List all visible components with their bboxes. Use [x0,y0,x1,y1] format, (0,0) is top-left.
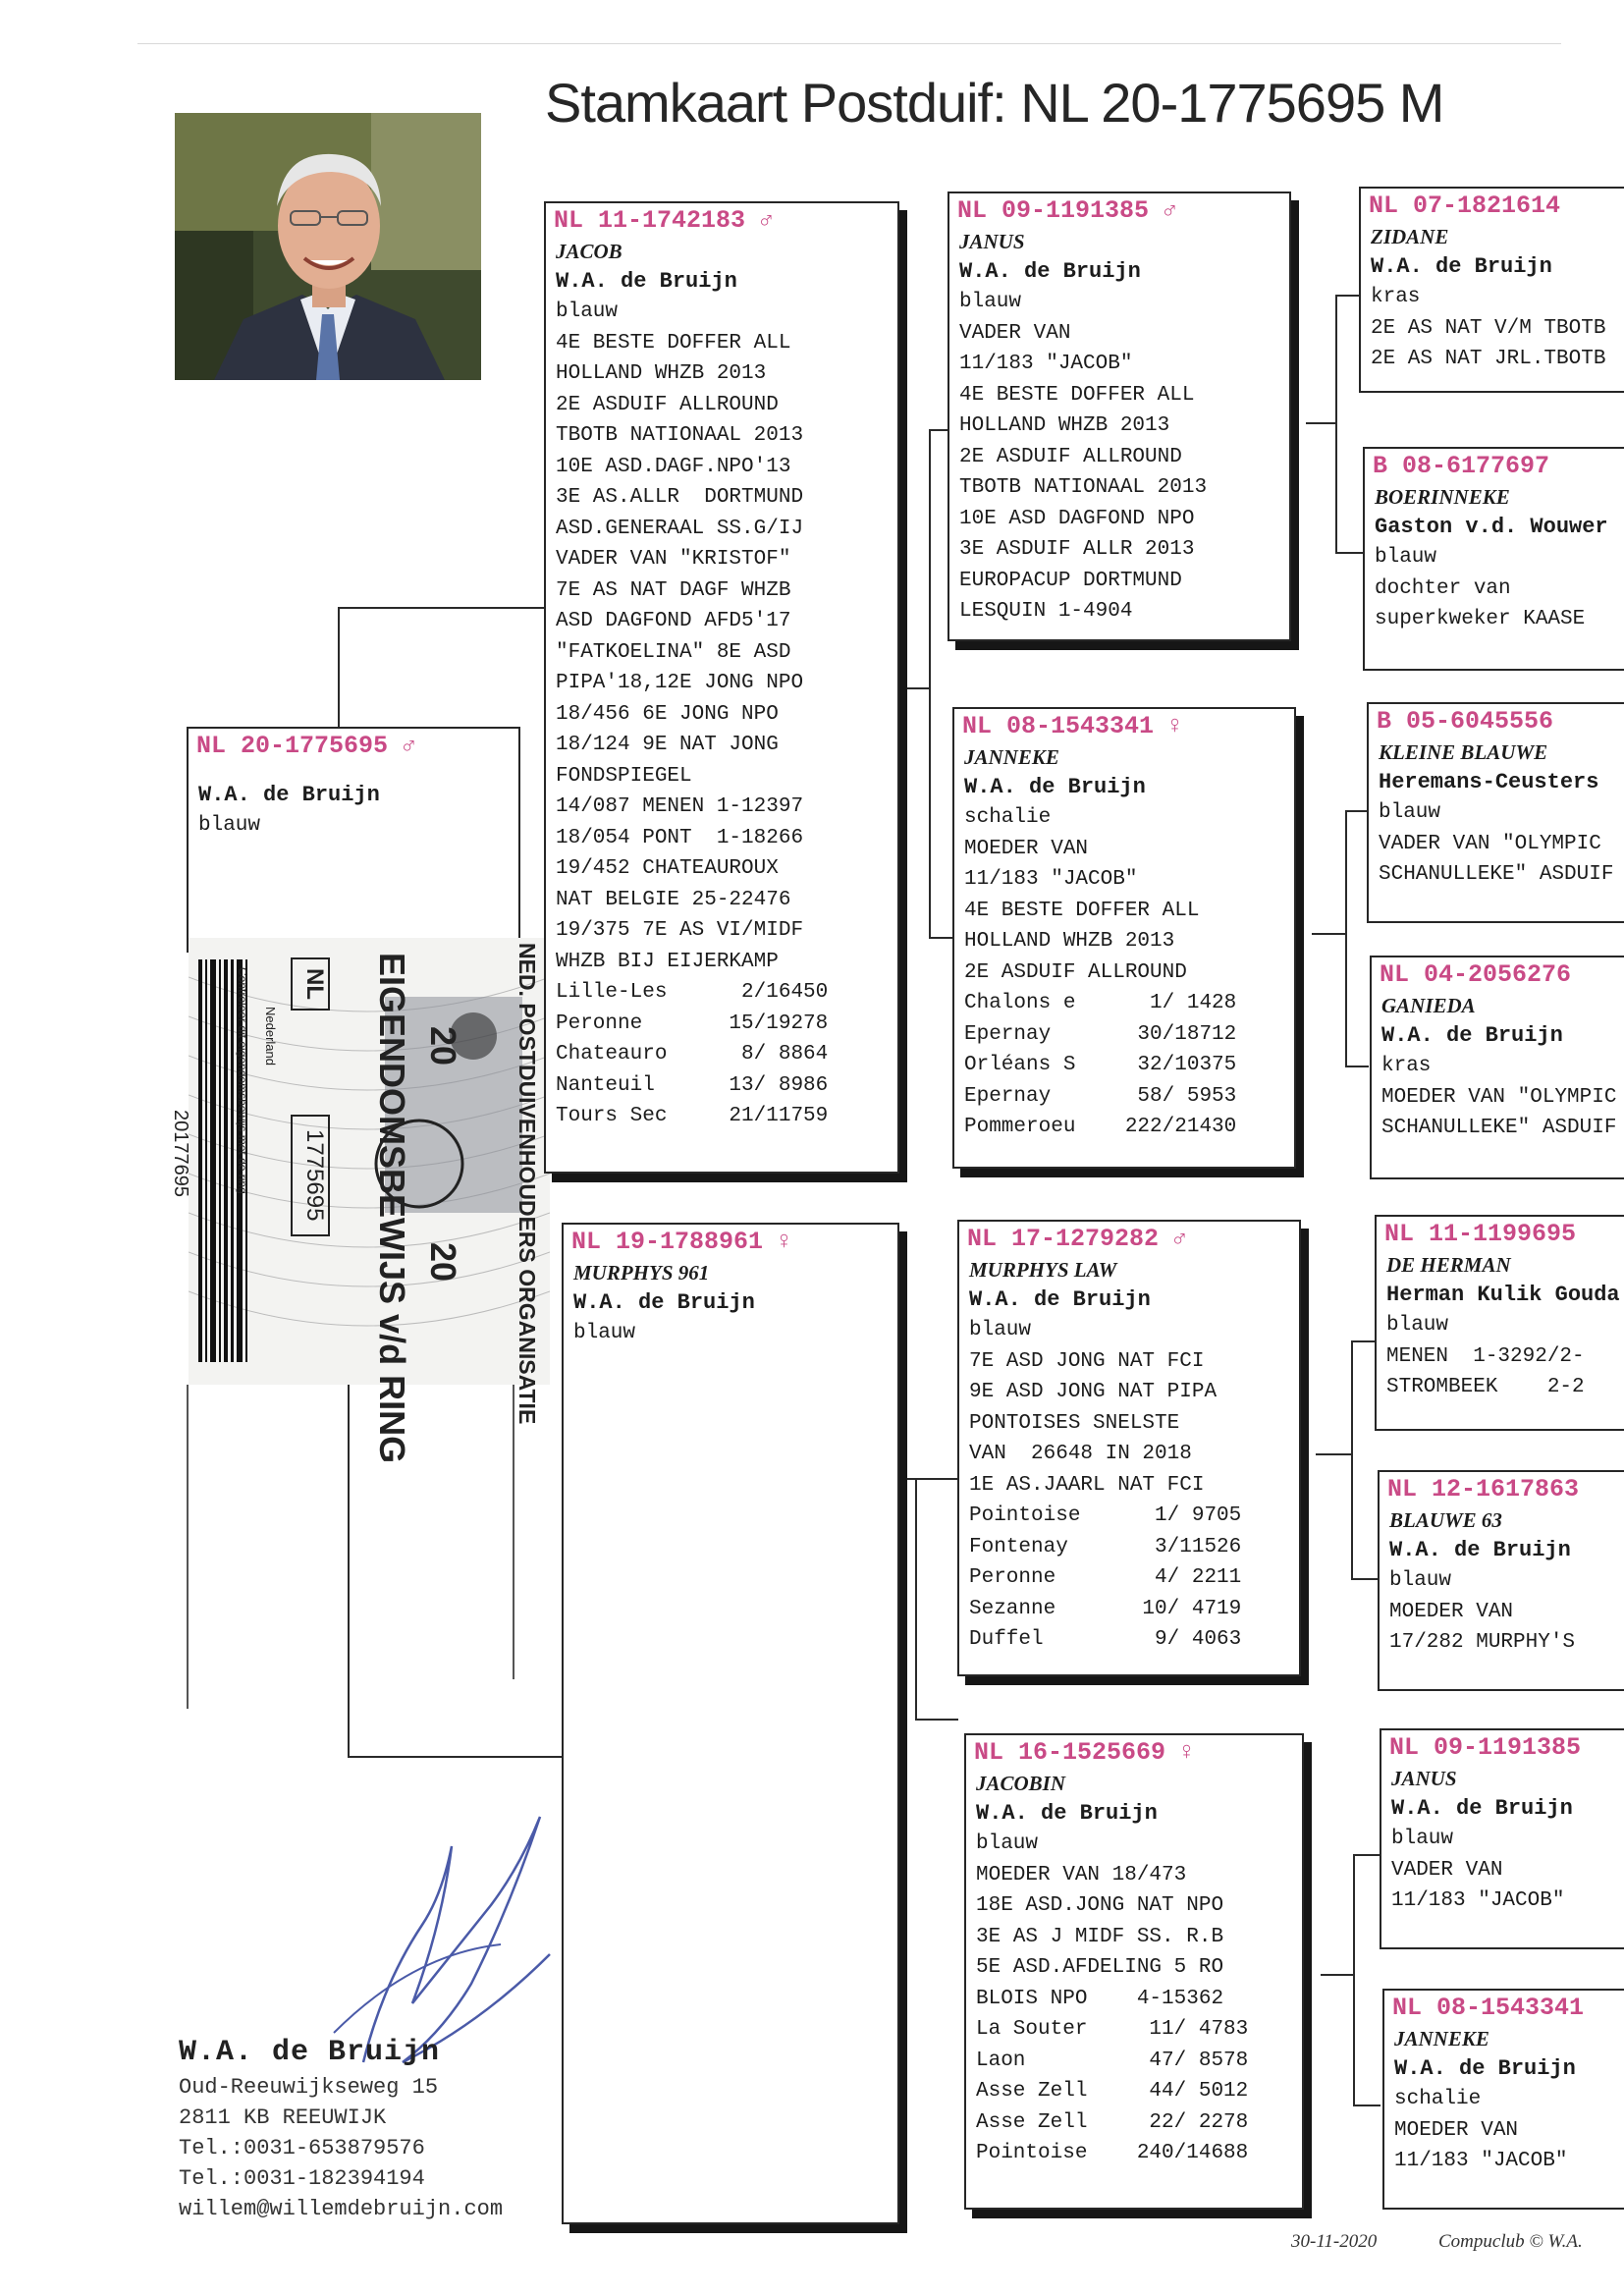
detail-line: NAT BELGIE 25-22476 [556,888,791,911]
pigeon-details [1372,1051,1624,1144]
detail-line: blauw [976,1832,1039,1855]
detail-line: VAN 26648 IN 2018 [969,1443,1192,1465]
pigeon-name: MURPHYS 961 [573,1261,710,1285]
ring-number: NL 08-1543341 [1392,1994,1585,2022]
pedigree-card-gen3-2 [1363,447,1624,671]
female-icon: ♀ [1167,712,1183,740]
male-icon: ♂ [402,732,417,760]
connector [915,1478,917,1719]
detail-line: La Souter 11/ 4783 [976,2018,1249,2041]
connector [1353,2105,1380,2106]
ring-card-barcode-number: 20177695 [170,1110,191,1197]
pigeon-details [1384,2084,1624,2177]
pedigree-card-gen3-3 [1367,702,1624,923]
female-icon: ♀ [777,1228,792,1256]
detail-line: Orléans S 32/10375 [964,1054,1237,1076]
detail-line: STROMBEEK 2-2 [1386,1376,1585,1398]
detail-line: 17/282 MURPHY'S [1389,1631,1576,1654]
connector [915,1719,958,1721]
female-icon: ♀ [1179,1738,1195,1767]
connector [1345,1066,1369,1067]
detail-line: MOEDER VAN [1394,2118,1519,2142]
male-icon: ♂ [1172,1225,1188,1253]
detail-line: kras [1381,1055,1432,1077]
pigeon-name: JANNEKE [964,745,1059,769]
ring-card-check-text: Controleer dit eigendomsbewijs met de ring [236,967,249,1194]
detail-line: blauw [1375,546,1437,569]
detail-line: VADER VAN [959,321,1071,345]
detail-line: 4E BESTE DOFFER ALL [556,331,791,355]
detail-line: blauw [556,301,619,323]
detail-line: Asse Zell 22/ 2278 [976,2110,1249,2134]
connector [348,1385,350,1758]
pedigree-card-mother [562,1223,899,2224]
detail-line: Pointoise 1/ 9705 [969,1504,1242,1527]
pigeon-details [1365,542,1624,635]
detail-line: 19/452 CHATEAUROUX [556,857,779,880]
pigeon-name: JANUS [1391,1767,1457,1790]
ring-card-number: 1775695 [291,1115,330,1236]
connector [1351,1578,1379,1580]
connector [929,429,931,937]
detail-line: Fontenay 3/11526 [969,1535,1242,1558]
detail-line: Tours Sec 21/11759 [556,1105,829,1127]
detail-line: ASD DAGFOND AFD5'17 [556,610,791,632]
male-icon: ♂ [759,206,775,235]
detail-line: HOLLAND WHZB 2013 [964,930,1175,953]
ring-card-year-right: 20 [423,1242,463,1283]
owner-name: W.A. de Bruijn [1381,1023,1563,1048]
detail-line: HOLLAND WHZB 2013 [556,362,767,385]
ring-card-title: EIGENDOMSBEWIJS v/d RING [372,953,412,1464]
owner-name: W.A. de Bruijn [1371,254,1552,279]
detail-line: 5E ASD.AFDELING 5 RO [976,1956,1224,1979]
page-title: Stamkaart Postduif: NL 20-1775695 M [545,72,1444,134]
connector [899,1478,958,1480]
top-rule [137,43,1561,44]
owner-email[interactable]: willem@willemdebruijn.com [179,2197,504,2221]
male-icon: ♂ [1163,196,1178,225]
ring-number: NL 04-2056276 [1380,960,1572,989]
detail-line: superkweker KAASE [1375,608,1586,630]
pedigree-card-grandmother-maternal [964,1733,1304,2210]
detail-line: 10E ASD DAGFOND NPO [959,507,1195,530]
pigeon-name: GANIEDA [1381,994,1476,1017]
pedigree-card-gen3-8 [1382,1989,1624,2210]
detail-line: blauw [1391,1828,1454,1850]
owner-name: W.A. de Bruijn [556,269,737,294]
connector [1316,1453,1353,1455]
detail-line: 18E ASD.JONG NAT NPO [976,1894,1224,1917]
pigeon-details [954,802,1294,1143]
detail-line: WHZB BIJ EIJERKAMP [556,950,779,973]
ring-number: B 05-6045556 [1377,707,1554,736]
pigeon-name: BLAUWE 63 [1389,1508,1502,1532]
detail-line: 1E AS.JAARL NAT FCI [969,1473,1205,1497]
pedigree-card-grandfather-maternal [957,1220,1301,1676]
subject-card [187,727,520,953]
detail-line: MOEDER VAN [964,837,1089,860]
pedigree-card-gen3-6 [1378,1470,1624,1691]
pigeon-name: MURPHYS LAW [969,1258,1117,1282]
detail-line: Duffel 9/ 4063 [969,1628,1242,1651]
detail-line: SCHANULLEKE" ASDUIF [1379,863,1614,886]
detail-line: Epernay 58/ 5953 [964,1084,1237,1108]
detail-line: MOEDER VAN "OLYMPIC [1381,1085,1617,1109]
detail-line: VADER VAN [1391,1858,1503,1882]
pigeon-name: DE HERMAN [1386,1253,1511,1277]
connector [1306,422,1337,424]
detail-line: Peronne 4/ 2211 [969,1566,1242,1589]
detail-line: 11/183 "JACOB" [959,353,1133,375]
detail-line: 11/183 "JACOB" [1391,1889,1565,1912]
detail-line: blauw [573,1322,636,1344]
owner-name: W.A. de Bruijn [964,775,1146,799]
pedigree-card-gen3-5 [1375,1215,1624,1431]
detail-line: blauw [1386,1314,1449,1337]
owner-name: W.A. de Bruijn [976,1801,1158,1826]
owner-name: W.A. de Bruijn [1389,1538,1571,1562]
detail-line: Nanteuil 13/ 8986 [556,1073,829,1097]
detail-line: 18/054 PONT 1-18266 [556,826,804,849]
detail-line: "FATKOELINA" 8E ASD [556,640,791,664]
detail-line: 2E AS NAT JRL.TBOTB [1371,348,1606,370]
detail-line: MENEN 1-3292/2- [1386,1344,1585,1368]
detail-line: 18/124 9E NAT JONG [556,734,779,756]
detail-line: BLOIS NPO 4-15362 [976,1987,1224,2010]
pigeon-details [1369,797,1624,891]
owner-name: Gaston v.d. Wouwer [1375,515,1608,539]
detail-line: 4E BESTE DOFFER ALL [964,899,1200,922]
detail-line: 18/456 6E JONG NPO [556,702,779,726]
ring-card-year-left: 20 [423,1026,463,1066]
owner-name: W.A. de Bruijn [1391,1796,1573,1821]
pedigree-card-grandmother-paternal [952,707,1296,1169]
detail-line: 4E BESTE DOFFER ALL [959,383,1195,407]
pigeon-details [546,297,897,1132]
pigeon-name: JACOBIN [976,1772,1066,1795]
detail-line: 3E AS J MIDF SS. R.B [976,1925,1224,1948]
detail-line: Peronne 15/19278 [556,1011,829,1035]
detail-line: 2E ASDUIF ALLROUND [964,960,1187,984]
owner-phone-1: Tel.:0031-653879576 [179,2136,425,2160]
pedigree-card-gen3-4 [1370,956,1624,1179]
detail-line: 7E AS NAT DAGF WHZB [556,578,791,602]
detail-line: 2E AS NAT V/M TBOTB [1371,316,1606,340]
owner-city: 2811 KB REEUWIJK [179,2105,387,2130]
pigeon-name: BOERINNEKE [1375,485,1510,509]
print-date: 30-11-2020 [1291,2231,1378,2252]
detail-line: PONTOISES SNELSTE [969,1411,1180,1435]
connector [1353,1854,1355,2105]
connector [1353,1854,1380,1856]
owner-street: Oud-Reeuwijkseweg 15 [179,2075,439,2100]
detail-line: 7E ASD JONG NAT FCI [969,1349,1205,1373]
pedigree-card-grandfather-paternal [947,191,1291,641]
ring-number: NL 09-1191385 ♂ [957,196,1178,225]
detail-line: blauw [959,291,1022,313]
detail-line: FONDSPIEGEL [556,764,692,788]
ring-card-org: NED. POSTDUIVENHOUDERS ORGANISATIE [514,943,540,1425]
detail-line: HOLLAND WHZB 2013 [959,414,1170,437]
owner-name: W.A. de Bruijn [573,1290,755,1315]
detail-line: 10E ASD.DAGF.NPO'13 [556,455,791,478]
detail-line: kras [1371,286,1421,308]
ring-number: NL 20-1775695 ♂ [196,732,417,760]
owner-name: W.A. de Bruijn [969,1287,1151,1312]
pigeon-details [1377,1310,1624,1403]
detail-line: schalie [1394,2088,1482,2110]
detail-line: ASD.GENERAAL SS.G/IJ [556,517,804,540]
pigeon-details [564,1318,897,1349]
detail-line: VADER VAN "OLYMPIC [1379,832,1601,855]
connector [1345,810,1347,1066]
ring-number: NL 19-1788961 ♀ [571,1228,792,1256]
detail-line: TBOTB NATIONAAL 2013 [959,476,1208,499]
pedigree-card-gen3-1 [1359,187,1624,393]
owner-phone-2: Tel.:0031-182394194 [179,2166,425,2191]
detail-line: Pommeroeu 222/21430 [964,1116,1237,1138]
detail-line: 11/183 "JACOB" [1394,2150,1568,2172]
detail-line: 3E ASDUIF ALLR 2013 [959,538,1195,561]
subject-card-border [513,1385,514,1679]
ring-number: NL 17-1279282 ♂ [967,1225,1188,1253]
detail-line: dochter van [1375,576,1511,600]
ring-number: NL 11-1742183 ♂ [554,206,775,235]
detail-line: Chalons e 1/ 1428 [964,992,1237,1014]
detail-line: MOEDER VAN 18/473 [976,1863,1187,1886]
detail-line: blauw [969,1319,1032,1341]
ring-number: NL 11-1199695 [1384,1220,1577,1248]
pigeon-details [1381,1824,1624,1917]
detail-line: blauw [1389,1569,1452,1592]
ring-card-nederland: Nederland [263,1007,278,1066]
detail-line: Chateauro 8/ 8864 [556,1043,829,1066]
detail-line: 2E ASDUIF ALLROUND [959,445,1182,468]
detail-line: Asse Zell 44/ 5012 [976,2080,1249,2103]
detail-line: SCHANULLEKE" ASDUIF [1381,1117,1617,1139]
ring-number: NL 07-1821614 [1369,191,1561,220]
pigeon-details [966,1829,1302,2169]
detail-line: 3E AS.ALLR DORTMUND [556,486,804,509]
detail-line: MOEDER VAN [1389,1600,1514,1623]
detail-line: blauw [1379,801,1441,824]
detail-line: TBOTB NATIONAAL 2013 [556,424,804,447]
connector [1312,933,1347,935]
owner-name: W.A. de Bruijn [959,259,1141,284]
connector [338,607,556,609]
owner-name: Herman Kulik Gouda [1386,1283,1620,1307]
detail-line: 11/183 "JACOB" [964,868,1138,891]
owner-name: W.A. de Bruijn [179,2036,441,2069]
pigeon-details [959,1315,1299,1656]
detail-line: 19/375 7E AS VI/MIDF [556,919,804,942]
detail-line: Epernay 30/18712 [964,1022,1237,1046]
detail-line: schalie [964,806,1052,829]
pigeon-details [1380,1565,1624,1659]
connector [1351,1340,1353,1578]
software-credit: Compuclub © W.A. [1438,2231,1583,2252]
connector [1321,1974,1355,1976]
ring-number: NL 12-1617863 [1387,1475,1580,1503]
pigeon-details [949,287,1289,628]
connector [899,687,931,689]
ring-number: NL 09-1191385 [1389,1733,1582,1762]
owner-name: W.A. de Bruijn [1394,2056,1576,2081]
detail-line: 9E ASD JONG NAT PIPA [969,1381,1218,1403]
pigeon-name: JACOB [556,240,623,263]
owner-address [179,2033,503,2224]
detail-line: LESQUIN 1-4904 [959,600,1133,623]
ring-number: B 08-6177697 [1373,452,1550,480]
pigeon-name: JANUS [959,230,1025,253]
pedigree-card-gen3-7 [1380,1728,1624,1949]
detail-line: Pointoise 240/14688 [976,2142,1249,2164]
owner-name: W.A. de Bruijn [198,783,380,807]
detail-line: Sezanne 10/ 4719 [969,1597,1242,1620]
connector [1335,552,1365,554]
pigeon-name: ZIDANE [1371,225,1449,248]
detail-line: VADER VAN "KRISTOF" [556,548,791,571]
owner-name: Heremans-Ceusters [1379,770,1599,794]
ring-number: NL 16-1525669 ♀ [974,1738,1195,1767]
detail-line: PIPA'18,12E JONG NPO [556,672,804,694]
owner-photo [175,113,481,380]
color-line: blauw [198,814,261,837]
pigeon-details [1361,282,1624,375]
pigeon-name: JANNEKE [1394,2027,1489,2050]
detail-line: Lille-Les 2/16450 [556,981,829,1004]
subject-card-border [187,1385,189,1709]
pigeon-name: KLEINE BLAUWE [1379,740,1548,764]
detail-line: 14/087 MENEN 1-12397 [556,795,804,818]
detail-line: Laon 47/ 8578 [976,2049,1249,2072]
detail-line: 2E ASDUIF ALLROUND [556,393,779,416]
detail-line: EUROPACUP DORTMUND [959,569,1182,592]
connector [348,1756,564,1758]
connector [1345,810,1369,812]
pedigree-card-father [544,201,899,1174]
connector [929,937,952,939]
ring-card-country: NL [291,957,330,1011]
ring-number: NL 08-1543341 ♀ [962,712,1183,740]
connector [338,607,340,730]
